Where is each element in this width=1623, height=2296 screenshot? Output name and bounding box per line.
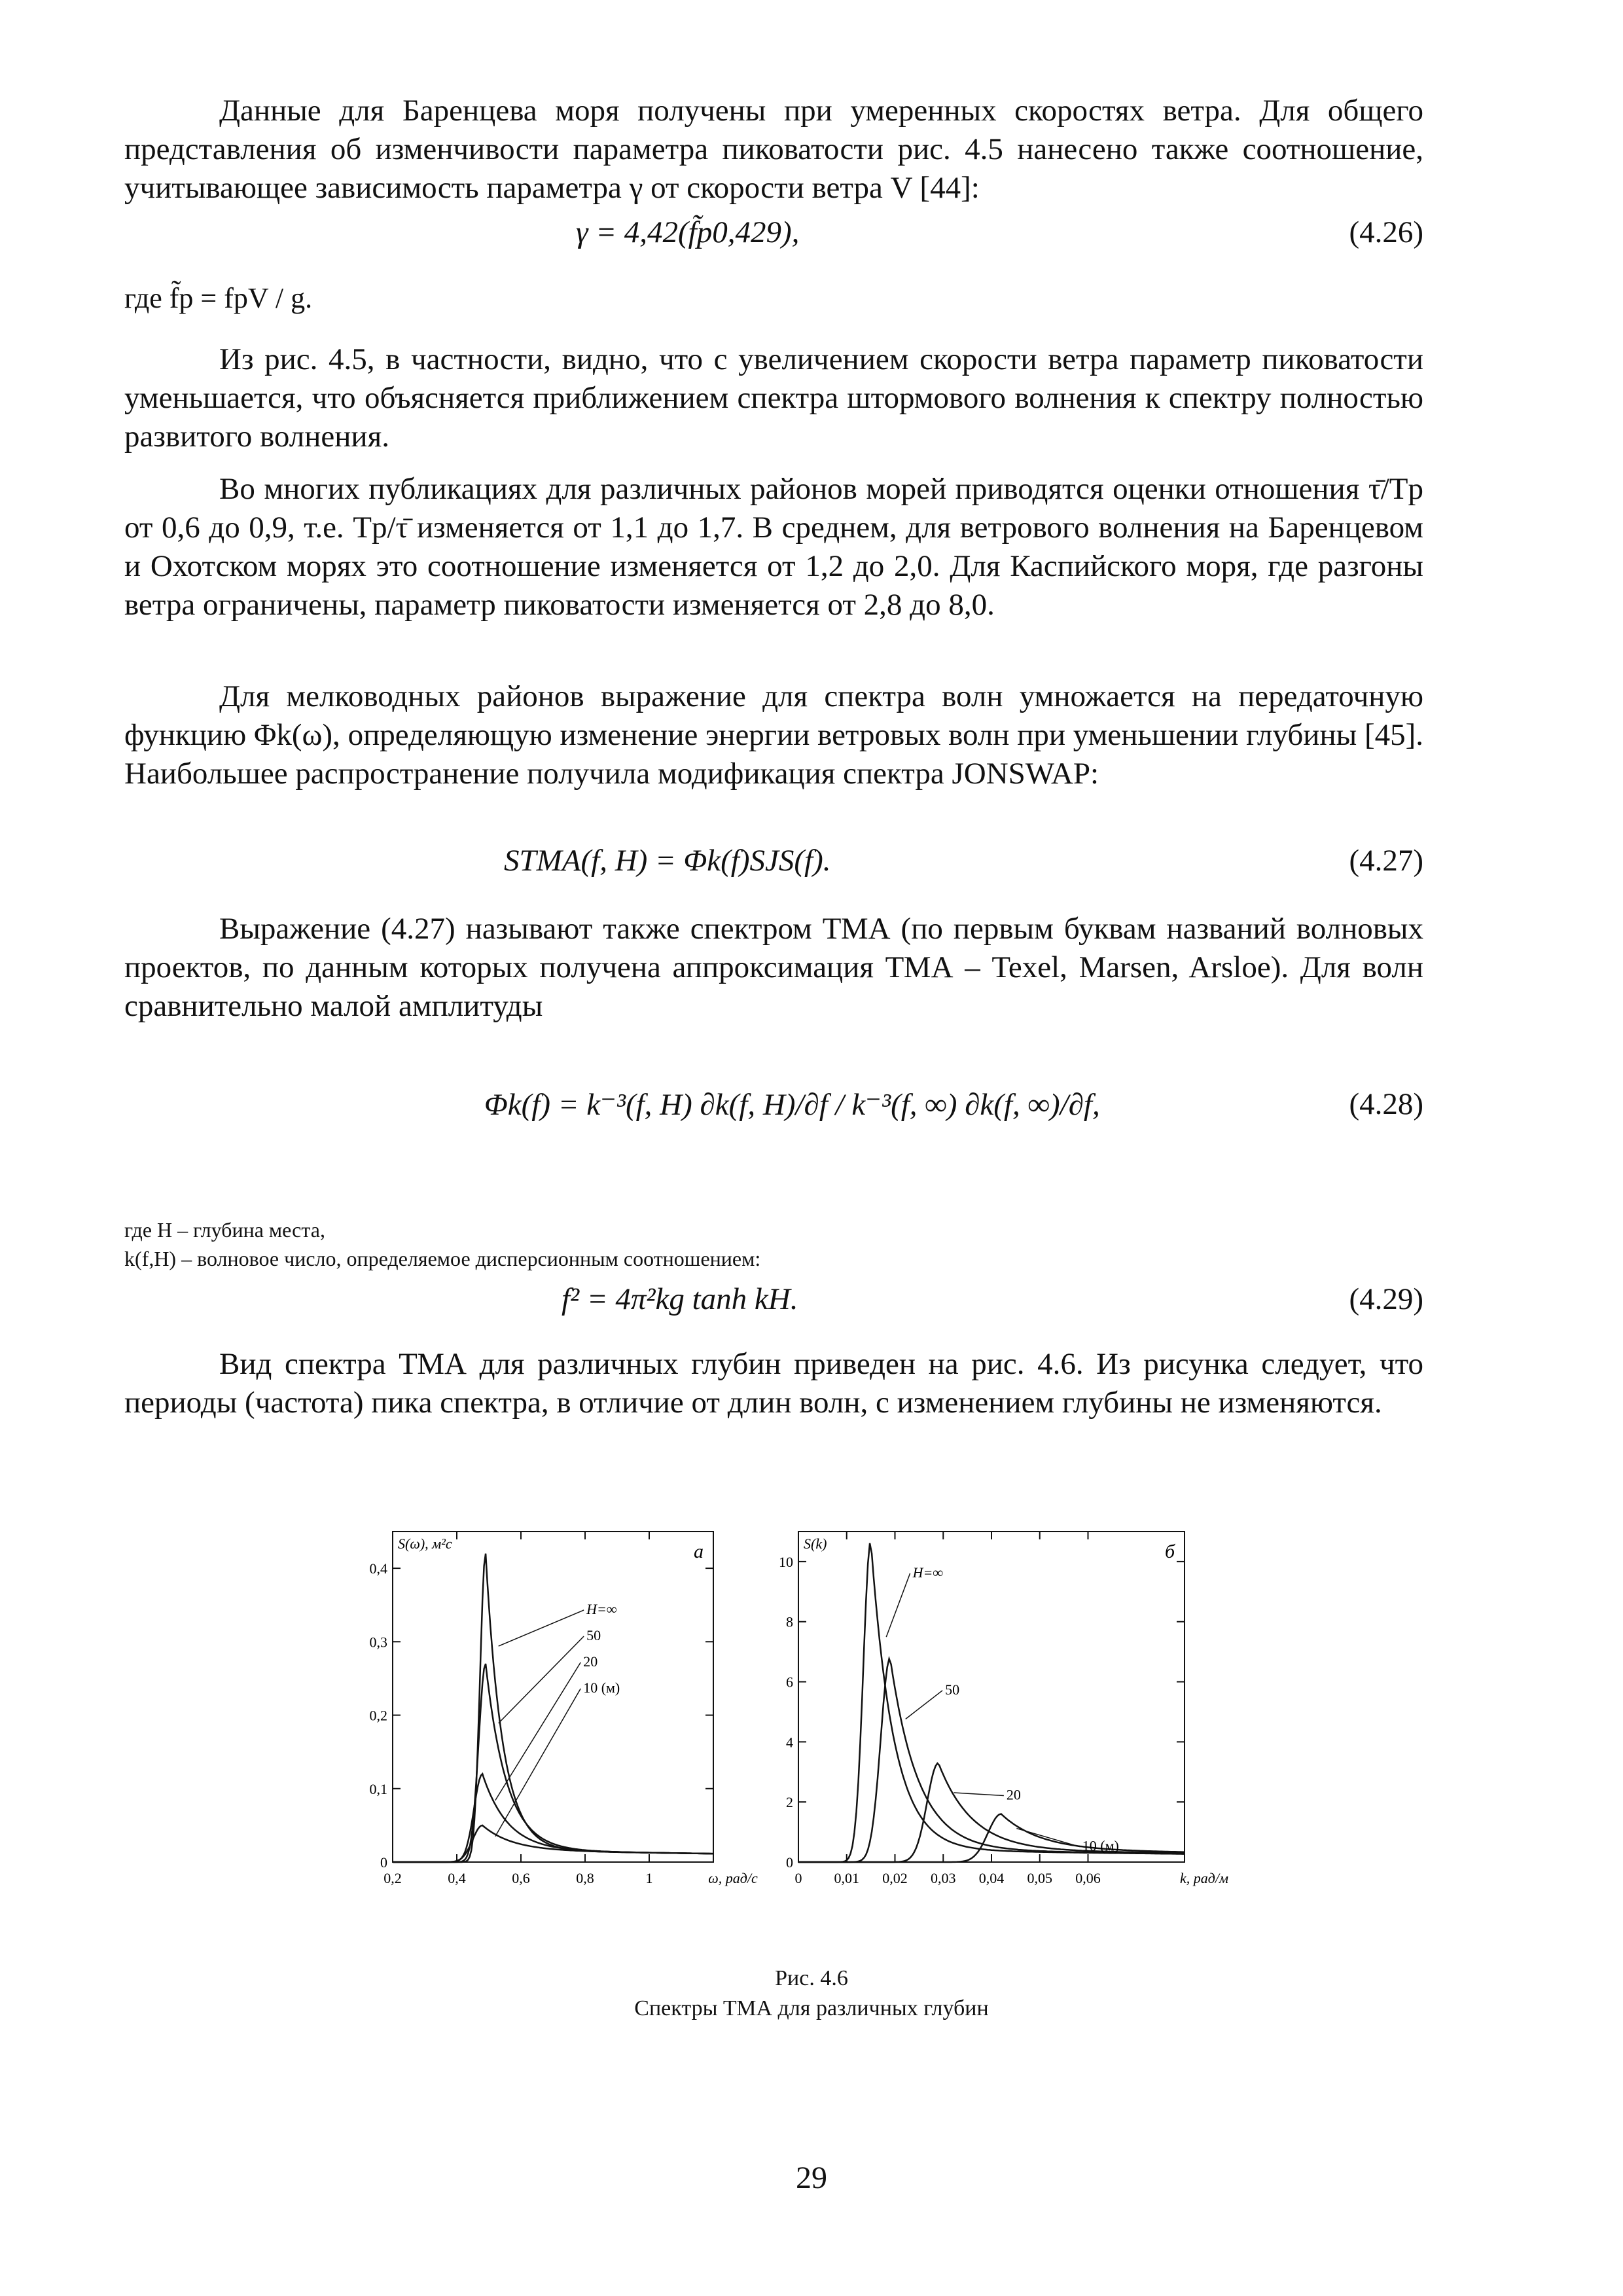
paragraph-6-text: Вид спектра ТМА для различных глубин приведен на рис. 4.6. Из рисунка следует, что периоды (частота) пика спектра, в отличие от длин волн, с изменением глубины не изменяются.	[124, 1347, 1423, 1420]
series-leader	[954, 1793, 1003, 1796]
y-axis-label: S(ω), м²с	[398, 1535, 452, 1552]
panel-label: б	[1165, 1541, 1175, 1562]
paragraph-4	[124, 677, 1423, 793]
series-label: 50	[586, 1627, 601, 1643]
x-tick-label: 0,05	[1027, 1870, 1052, 1886]
series-line	[393, 1664, 713, 1862]
equation-4-27	[504, 843, 831, 878]
x-tick-label: 0,02	[882, 1870, 908, 1886]
x-axis-label: k, рад/м	[1179, 1870, 1229, 1886]
y-tick-label: 0,1	[369, 1780, 387, 1797]
y-axis-label: S(k)	[804, 1535, 827, 1552]
series-line	[798, 1659, 1185, 1863]
equation-4-27-number: (4.27)	[1349, 844, 1423, 878]
y-tick-label: 0,3	[369, 1634, 387, 1651]
where-h: где H – глубина места,	[124, 1218, 325, 1242]
x-axis-label: ω, рад/с	[708, 1870, 758, 1886]
series-leader	[499, 1610, 584, 1646]
series-label: 20	[1006, 1786, 1021, 1803]
equation-4-27-formula: STMA(f, H) = Φk(f)SJS(f).	[504, 844, 831, 878]
chart-panel-a	[370, 1532, 758, 1886]
where-k: k(f,H) – волновое число, определяемое дисперсионным соотношением:	[124, 1247, 761, 1270]
x-tick-label: 0,2	[383, 1870, 402, 1886]
y-tick-label: 2	[786, 1794, 793, 1811]
chart-panel-b	[779, 1532, 1228, 1886]
y-tick-label: 6	[786, 1674, 793, 1691]
series-label: 10 (м)	[583, 1679, 620, 1696]
figure-caption-text: Спектры ТМА для различных глубин	[634, 1996, 989, 2020]
series-line	[798, 1543, 1185, 1862]
x-tick-label: 0,8	[576, 1870, 594, 1886]
panel-label: а	[694, 1541, 704, 1562]
y-tick-label: 0,2	[369, 1707, 387, 1724]
paragraph-4-text: Для мелководных районов выражение для спектра волн умножается на передаточную функцию Φk(ω), определяющую изменение энергии ветровых волн при уменьшении глубины [45]. Наибольшее распространение получила модификация спектра JONSWAP:	[124, 679, 1423, 791]
y-tick-label: 0,4	[369, 1560, 387, 1577]
series-leader	[886, 1573, 910, 1637]
paragraph-3	[124, 470, 1423, 624]
paragraph-6	[124, 1345, 1423, 1422]
series-label: H=∞	[586, 1601, 617, 1617]
equation-4-29: f² = 4π²kg tanh kH.	[562, 1282, 798, 1316]
x-tick-label: 0,06	[1075, 1870, 1101, 1886]
figure-caption-title: Рис. 4.6	[775, 1966, 848, 1990]
series-leader	[495, 1689, 580, 1837]
equation-4-28-number: (4.28)	[1349, 1087, 1423, 1121]
x-tick-label: 0,4	[448, 1870, 466, 1886]
paragraph-5	[124, 910, 1423, 1026]
x-tick-label: 0,04	[978, 1870, 1005, 1886]
series-leader	[906, 1691, 942, 1719]
x-tick-label: 0,6	[512, 1870, 530, 1886]
paragraph-5-text: Выражение (4.27) называют также спектром ТМА (по первым буквам названий волновых проектов, по данным которых получена аппроксимация ТМА – Texel, Marsen, Arsloe). Для волн сравнительно малой амплитуды	[124, 912, 1423, 1023]
paragraph-1	[124, 92, 1423, 207]
y-tick-label: 10	[779, 1553, 793, 1570]
paragraph-3-text: Во многих публикациях для различных районов морей приводятся оценки отношения τ̄/Tp от 0,6 до 0,9, т.е. Tp/τ̄ изменяется от 1,1 до 1,7. В среднем, для ветрового волнения на Баренцевом и Охотском морях это соотношение изменяется от 1,2 до 2,0. Для Каспийского моря, где разгоны ветра ограничены, параметр пиковатости изменяется от 2,8 до 8,0.	[124, 472, 1423, 622]
chart-frame	[393, 1532, 713, 1862]
x-tick-label: 0,03	[931, 1870, 956, 1886]
equation-4-26-formula: γ = 4,42(f̃p0,429),	[576, 215, 800, 249]
y-tick-label: 0	[380, 1854, 387, 1871]
x-tick-label: 0,01	[834, 1870, 859, 1886]
page-number: 29	[796, 2161, 827, 2195]
equation-4-28: Φk(f) = k⁻³(f, H) ∂k(f, H)/∂f / k⁻³(f, ∞) ∂k(f, ∞)/∂f,	[484, 1088, 1100, 1122]
paragraph-2-text: Из рис. 4.5, в частности, видно, что с увеличением скорости ветра параметр пиковатости уменьшается, что объясняется приближением спектра штормового волнения к спектру полностью развитого волнения.	[124, 342, 1423, 454]
y-tick-label: 0	[786, 1854, 793, 1871]
equation-4-29-number: (4.29)	[1349, 1282, 1423, 1316]
y-tick-label: 4	[786, 1734, 793, 1751]
series-leader	[499, 1636, 584, 1723]
series-label: 20	[583, 1653, 598, 1670]
y-tick-label: 8	[786, 1613, 793, 1630]
figure-4-6	[353, 1505, 1229, 1911]
series-label: 10 (м)	[1082, 1837, 1119, 1854]
x-tick-label: 0	[794, 1870, 802, 1886]
x-tick-label: 1	[645, 1870, 653, 1886]
equation-4-26	[576, 215, 799, 250]
equation-4-26-number: (4.26)	[1349, 215, 1423, 249]
paragraph-2	[124, 340, 1423, 456]
equation-4-26-where: где f̃p = fpV / g.	[124, 282, 313, 314]
series-label: H=∞	[912, 1564, 944, 1581]
paragraph-1-text: Данные для Баренцева моря получены при умеренных скоростях ветра. Для общего представления об изменчивости параметра пиковатости рис. 4.5 нанесено также соотношение, учитывающее зависимость параметра γ от скорости ветра V [44]:	[124, 94, 1423, 205]
series-label: 50	[945, 1681, 960, 1698]
